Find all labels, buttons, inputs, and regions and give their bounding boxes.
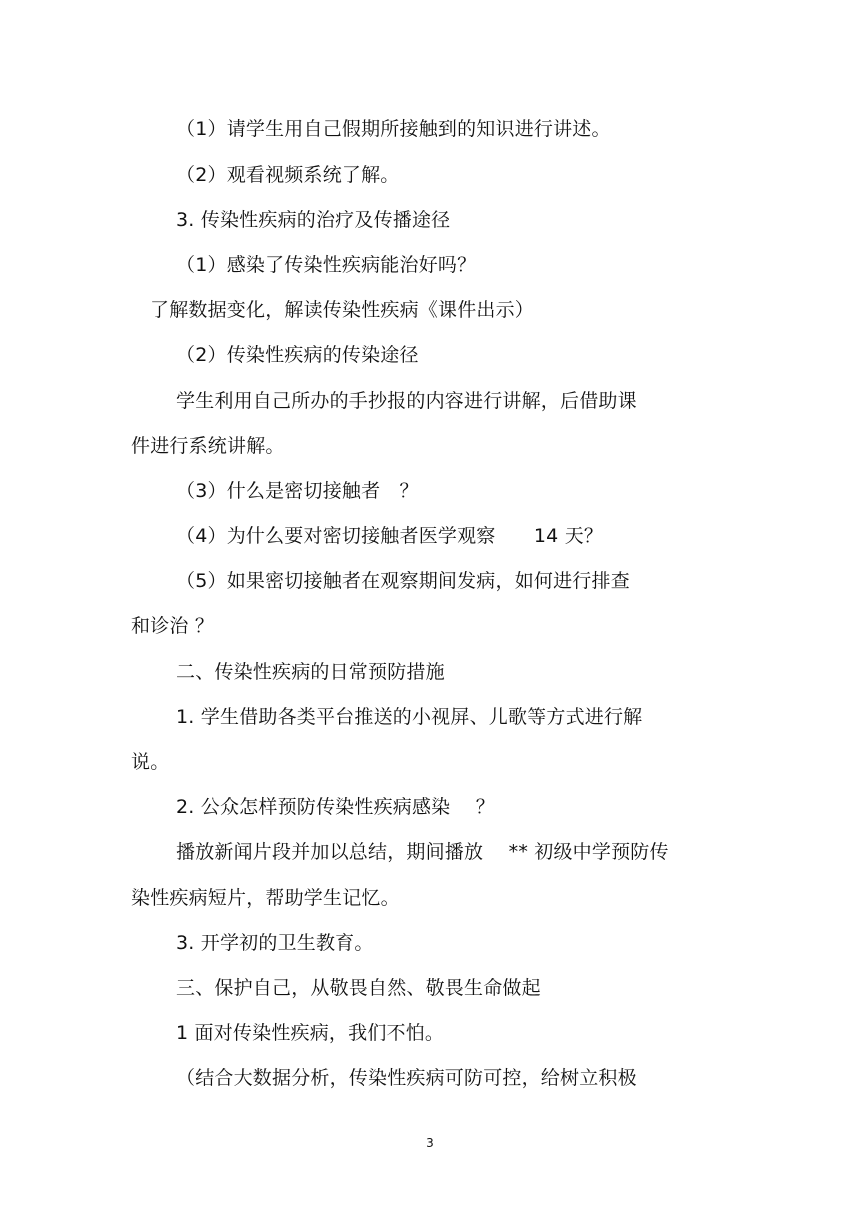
text-line: （结合大数据分析，传染性疾病可防可控，给树立积极 — [176, 1067, 637, 1089]
text-line: （4）为什么要对密切接触者医学观察 14 天？ — [176, 525, 604, 547]
text-line: （1）请学生用自己假期所接触到的知识进行讲述。 — [176, 118, 611, 140]
text-line: （3）什么是密切接触者 ？ — [176, 480, 419, 502]
text-line: （1）感染了传染性疾病能治好吗？ — [176, 254, 477, 276]
text-line: （2）传染性疾病的传染途径 — [176, 344, 419, 366]
text-line: 学生利用自己所办的手抄报的内容进行讲解，后借助课 — [176, 390, 637, 412]
text-line: （5）如果密切接触者在观察期间发病，如何进行排查 — [176, 570, 630, 592]
text-line: 了解数据变化，解读传染性疾病《课件出示） — [150, 299, 535, 321]
text-line: 2. 公众怎样预防传染性疾病感染 ？ — [176, 796, 496, 818]
text-line: 件进行系统讲解。 — [131, 435, 285, 457]
text-line: 3. 传染性疾病的治疗及传播途径 — [176, 209, 451, 231]
text-line: 染性疾病短片，帮助学生记忆。 — [131, 887, 400, 909]
text-line: （2）观看视频系统了解。 — [176, 164, 400, 186]
text-line: 1. 学生借助各类平台推送的小视屏、儿歌等方式进行解 — [176, 706, 643, 728]
text-line: 1 面对传染性疾病，我们不怕。 — [176, 1022, 445, 1044]
text-line: 和诊治 ？ — [131, 615, 215, 637]
text-line: 说。 — [131, 751, 170, 773]
text-line: 3. 开学初的卫生教育。 — [176, 932, 374, 954]
page-number: 3 — [426, 1136, 434, 1150]
text-line: 播放新闻片段并加以总结，期间播放 ** 初级中学预防传 — [176, 841, 669, 863]
text-line: 二、传染性疾病的日常预防措施 — [176, 661, 445, 683]
text-line: 三、保护自己，从敬畏自然、敬畏生命做起 — [176, 977, 541, 999]
